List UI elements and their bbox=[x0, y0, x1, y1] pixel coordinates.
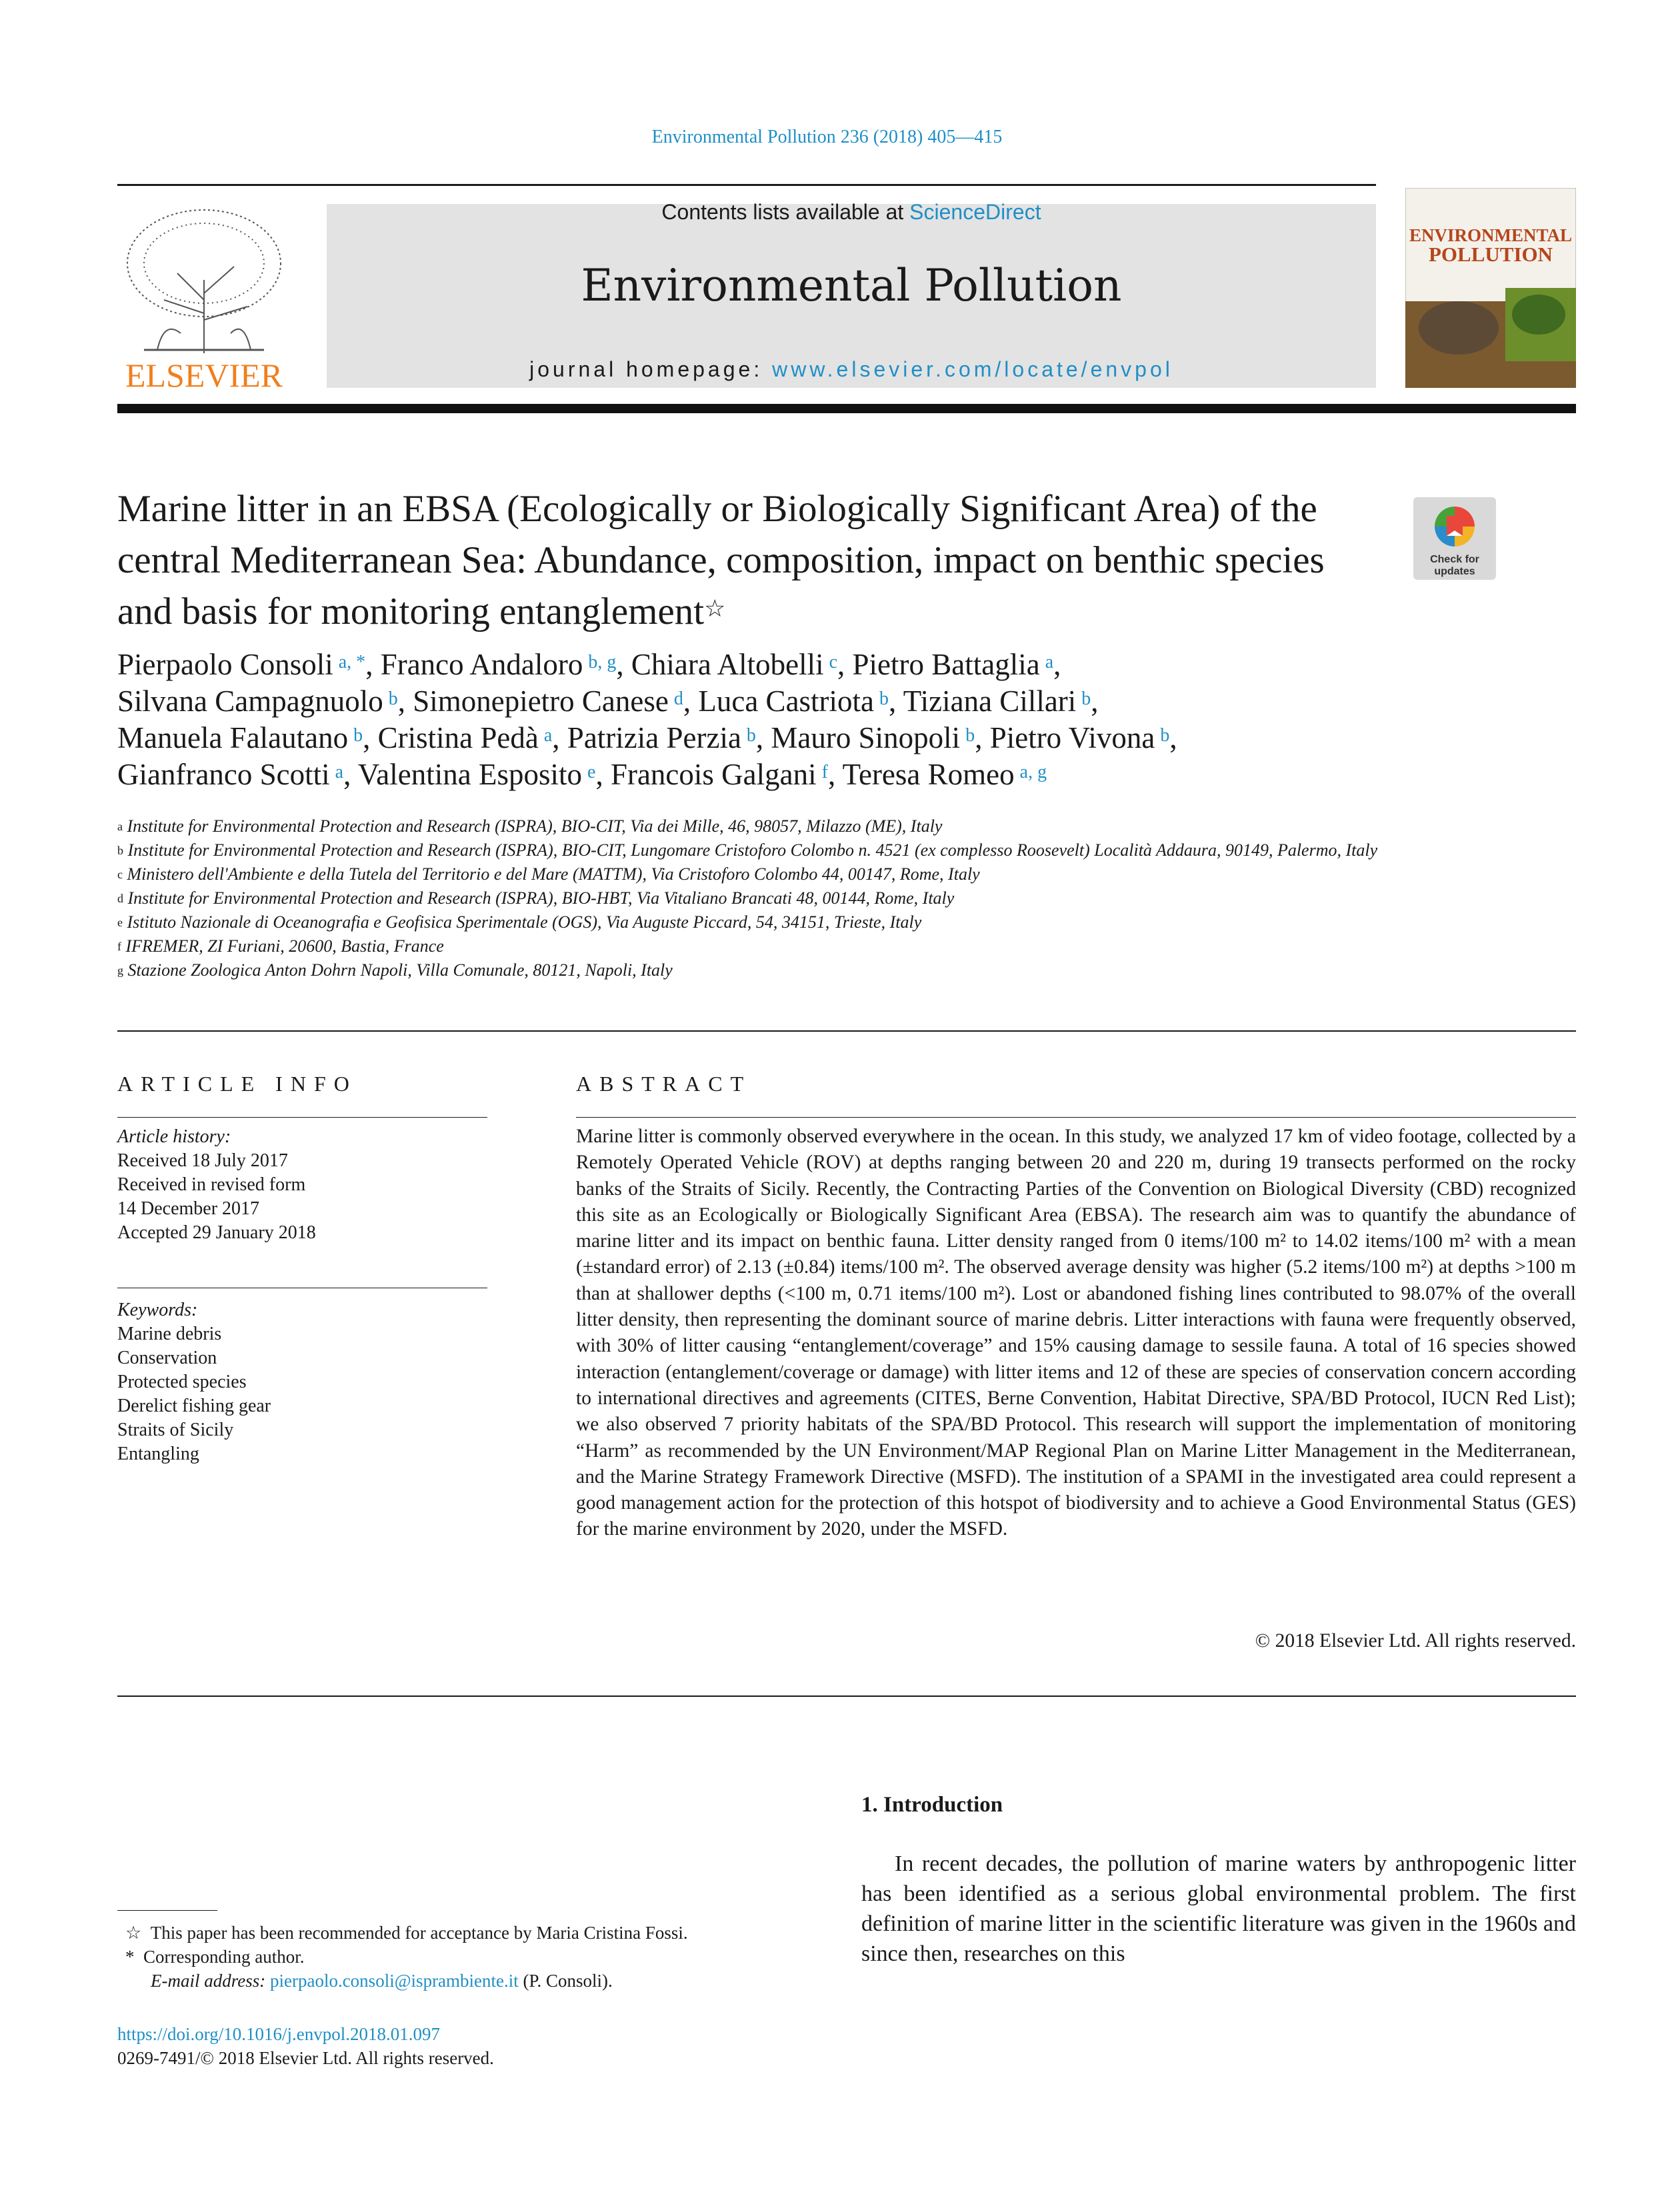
author-name: Tiziana Cillari bbox=[903, 684, 1077, 718]
email-link[interactable]: pierpaolo.consoli@isprambiente.it bbox=[269, 1971, 519, 1991]
affiliation-text: Ministero dell'Ambiente e della Tutela del Territorio e del Mare (MATTM), Via Cristoforo Colombo 44, 00147, Rome, Italy bbox=[127, 864, 980, 884]
affiliation-key: a bbox=[117, 820, 123, 833]
keywords-label: Keywords: bbox=[117, 1300, 198, 1320]
author-name: Mauro Sinopoli bbox=[771, 721, 961, 754]
author-affiliation-marker[interactable]: b bbox=[965, 725, 975, 746]
affiliation-item bbox=[117, 838, 1384, 862]
corresponding-mark: * bbox=[125, 1947, 135, 1967]
footnote-email bbox=[125, 1969, 825, 1993]
elsevier-wordmark: ELSEVIER bbox=[125, 357, 283, 393]
affiliation-key: c bbox=[117, 868, 123, 881]
email-label: E-mail address: bbox=[151, 1971, 266, 1991]
author-affiliation-marker[interactable]: b bbox=[746, 725, 756, 746]
affiliation-text: IFREMER, ZI Furiani, 20600, Bastia, France bbox=[125, 936, 444, 956]
affiliation-text: Institute for Environmental Protection and Research (ISPRA), BIO-HBT, Via Vitaliano Brancati 48, 00144, Rome, Italy bbox=[127, 888, 955, 908]
affiliation-item bbox=[117, 862, 1384, 886]
journal-cover-image bbox=[1405, 188, 1576, 388]
affiliation-key: e bbox=[117, 916, 123, 929]
affiliation-item bbox=[117, 910, 1384, 934]
affiliation-text: Istituto Nazionale di Oceanografia e Geofisica Sperimentale (OGS), Via Auguste Piccard, 54, 34151, Trieste, Italy bbox=[127, 912, 922, 932]
history-line: Received 18 July 2017 bbox=[117, 1150, 288, 1171]
star-footnote-text: This paper has been recommended for acceptance by Maria Cristina Fossi. bbox=[150, 1923, 688, 1943]
introduction-text: In recent decades, the pollution of marine waters by anthropogenic litter has been identified as a serious global environmental problem. The first definition of marine litter in the scientific literature was given in the 1960s and since then, researches on this bbox=[861, 1851, 1576, 1966]
history-label: Article history: bbox=[117, 1126, 231, 1147]
abstract-heading: ABSTRACT bbox=[576, 1072, 752, 1096]
author-name: Pietro Vivona bbox=[989, 721, 1155, 754]
author-affiliation-marker[interactable]: b, g bbox=[588, 652, 617, 672]
keyword: Marine debris bbox=[117, 1324, 222, 1344]
abstract-rule bbox=[576, 1117, 1576, 1118]
keyword: Entangling bbox=[117, 1444, 199, 1464]
cover-title-2: POLLUTION bbox=[1428, 243, 1553, 266]
author-separator: , bbox=[827, 758, 843, 791]
author-separator: , bbox=[365, 648, 381, 681]
crossmark-label-1: Check for bbox=[1430, 554, 1479, 565]
author-name: Simonepietro Canese bbox=[413, 684, 669, 718]
author-separator: , bbox=[1091, 684, 1099, 718]
author-separator: , bbox=[616, 648, 631, 681]
author-affiliation-marker[interactable]: b bbox=[1160, 725, 1170, 746]
article-title-text: Marine litter in an EBSA (Ecologically or Biologically Significant Area) of the central Mediterranean Sea: Abundance, composition, impact on benthic species and basis for monitoring entanglement bbox=[117, 488, 1325, 632]
affiliation-item bbox=[117, 958, 1384, 982]
section-rule-bottom bbox=[117, 1695, 1576, 1697]
footnotes bbox=[125, 1921, 825, 1993]
author-separator: , bbox=[1053, 648, 1061, 681]
author-separator: , bbox=[1169, 721, 1177, 754]
keyword-list bbox=[117, 1298, 487, 1466]
history-line: Accepted 29 January 2018 bbox=[117, 1222, 316, 1243]
author-name: Silvana Campagnuolo bbox=[117, 684, 383, 718]
affiliation-item bbox=[117, 886, 1384, 910]
email-suffix: (P. Consoli). bbox=[523, 1971, 613, 1991]
author-separator: , bbox=[343, 758, 358, 791]
homepage-link[interactable]: www.elsevier.com/locate/envpol bbox=[772, 357, 1173, 381]
author-affiliation-marker[interactable]: b bbox=[879, 688, 889, 709]
author-separator: , bbox=[683, 684, 699, 718]
author-affiliation-marker[interactable]: b bbox=[353, 725, 363, 746]
author-name: Manuela Falautano bbox=[117, 721, 349, 754]
issn-rights: 0269-7491/© 2018 Elsevier Ltd. All rights reserved. bbox=[117, 2048, 494, 2068]
author-affiliation-marker[interactable]: c bbox=[829, 652, 838, 672]
author-name: Luca Castriota bbox=[698, 684, 875, 718]
journal-citation[interactable]: Environmental Pollution 236 (2018) 405—415 bbox=[651, 127, 1003, 147]
crossmark-label-2: updates bbox=[1434, 566, 1475, 577]
header-thick-rule bbox=[117, 404, 1576, 413]
history-line: Received in revised form bbox=[117, 1174, 306, 1195]
abstract-text: Marine litter is commonly observed everywhere in the ocean. In this study, we analyzed 17 km of video footage, collected by a Remotely Operated Vehicle (ROV) at depths ranging between 20 and 220 m, during 19 transects performed on the rocky banks of the Straits of Sicily. Recently, the Contracting Parties of the Convention on Biological Diversity (CBD) recognized this site as an Ecologically or Biologically Significant Area (EBSA). The research aim was to quantify the abundance of marine litter and its impact on benthic fauna. Litter density ranged from 0 items/100 m² to 14.02 items/100 m² with a mean (±standard error) of 2.13 (±0.84) items/100 m². The observed average density was higher (5.2 items/100 m²) at depths >100 m than at shallower depths (<100 m, 0.71 items/100 m²). Lost or abandoned fishing lines contributed to 98.07% of the overall litter density, then representing the dominant source of marine debris. Litter interactions with fauna were frequently observed, with 30% of litter causing “entanglement/coverage” and 15% causing damage to sessile fauna. A total of 16 species showed interaction (entanglement/coverage or damage) with litter items and 12 of these are species of conservation concern according to international directives and agreements (CITES, Berne Convention, Habitat Directive, SPA/BD Protocol, IUCN Red List); we also observed 7 priority habitats of the SPA/BD Protocol. This research will support the implementation of monitoring “Harm” as recommended by the UN Environment/MAP Regional Plan on Marine Litter Management in the Mediterranean, and the Marine Strategy Framework Directive (MSFD). The institution of a SPAMI in the investigated area could represent a good management action for the protection of this hotspot of biodiversity and to achieve a Good Environmental Status (GES) for the marine environment by 2020, under the MSFD. bbox=[576, 1126, 1576, 1540]
affiliation-key: g bbox=[117, 964, 123, 977]
author-name: Cristina Pedà bbox=[377, 721, 539, 754]
corresponding-text: Corresponding author. bbox=[143, 1947, 305, 1967]
author-separator: , bbox=[363, 721, 378, 754]
author-affiliation-marker[interactable]: a, g bbox=[1019, 762, 1047, 782]
author-affiliation-marker[interactable]: e bbox=[587, 762, 596, 782]
article-title bbox=[117, 483, 1384, 637]
author-separator: , bbox=[975, 721, 990, 754]
article-history bbox=[117, 1125, 487, 1245]
author-affiliation-marker[interactable]: b bbox=[1081, 688, 1091, 709]
author-affiliation-marker[interactable]: b bbox=[388, 688, 398, 709]
affiliation-key: b bbox=[117, 844, 123, 857]
author-name: Teresa Romeo bbox=[842, 758, 1015, 791]
author-separator: , bbox=[837, 648, 853, 681]
elsevier-logo bbox=[117, 200, 291, 393]
introduction-heading: 1. Introduction bbox=[861, 1793, 1003, 1817]
author-separator: , bbox=[889, 684, 903, 718]
author-list bbox=[117, 646, 1417, 793]
keyword: Conservation bbox=[117, 1348, 217, 1368]
cover-title-1: ENVIRONMENTAL bbox=[1409, 225, 1573, 245]
author-name: Gianfranco Scotti bbox=[117, 758, 330, 791]
author-affiliation-marker[interactable]: a bbox=[335, 762, 344, 782]
abstract-copyright: © 2018 Elsevier Ltd. All rights reserved. bbox=[1255, 1630, 1576, 1652]
footnote-corresponding bbox=[125, 1945, 825, 1969]
author-separator: , bbox=[397, 684, 413, 718]
contents-line bbox=[327, 200, 1376, 225]
author-separator: , bbox=[595, 758, 611, 791]
affiliation-item bbox=[117, 814, 1384, 838]
author-name: Patrizia Perzia bbox=[567, 721, 741, 754]
footnote-star bbox=[125, 1921, 825, 1945]
author-affiliation-marker[interactable]: a, * bbox=[338, 652, 366, 672]
star-mark: ☆ bbox=[125, 1923, 142, 1943]
author-name: Pietro Battaglia bbox=[852, 648, 1040, 681]
crossmark-check-for-updates-button[interactable] bbox=[1413, 497, 1496, 580]
author-name: Francois Galgani bbox=[610, 758, 817, 791]
author-affiliation-marker[interactable]: d bbox=[673, 688, 683, 709]
affiliation-key: f bbox=[117, 940, 121, 953]
affiliation-text: Stazione Zoologica Anton Dohrn Napoli, Villa Comunale, 80121, Napoli, Italy bbox=[127, 960, 673, 980]
section-rule-top bbox=[117, 1030, 1576, 1032]
contents-prefix: Contents lists available at bbox=[661, 200, 910, 224]
article-info-heading: ARTICLE INFO bbox=[117, 1072, 357, 1096]
affiliation-text: Institute for Environmental Protection and Research (ISPRA), BIO-CIT, Via dei Mille, 46, 98057, Milazzo (ME), Italy bbox=[127, 816, 943, 836]
author-affiliation-marker[interactable]: a bbox=[1045, 652, 1054, 672]
title-footnote-mark[interactable]: ☆ bbox=[704, 595, 726, 622]
homepage-line bbox=[327, 357, 1376, 382]
author-name: Pierpaolo Consoli bbox=[117, 648, 333, 681]
footnote-rule bbox=[117, 1910, 217, 1911]
doi-link[interactable]: https://doi.org/10.1016/j.envpol.2018.01.097 bbox=[117, 2024, 441, 2044]
keyword: Protected species bbox=[117, 1372, 247, 1392]
homepage-prefix: journal homepage: bbox=[529, 357, 773, 381]
keyword: Derelict fishing gear bbox=[117, 1396, 271, 1416]
author-separator: , bbox=[552, 721, 567, 754]
doi-block bbox=[117, 2022, 494, 2070]
sciencedirect-link[interactable]: ScienceDirect bbox=[909, 200, 1041, 224]
author-name: Franco Andaloro bbox=[380, 648, 583, 681]
journal-title: Environmental Pollution bbox=[581, 260, 1122, 311]
author-affiliation-marker[interactable]: f bbox=[821, 762, 828, 782]
article-info-rule bbox=[117, 1117, 487, 1118]
history-line: 14 December 2017 bbox=[117, 1198, 260, 1219]
author-name: Valentina Esposito bbox=[357, 758, 582, 791]
affiliation-text: Institute for Environmental Protection and Research (ISPRA), BIO-CIT, Lungomare Cristoforo Colombo n. 4521 (ex complesso Roosevelt) Località Addaura, 90149, Palermo, Italy bbox=[127, 840, 1378, 860]
author-separator: , bbox=[755, 721, 771, 754]
header-rule bbox=[117, 184, 1376, 186]
affiliation-item bbox=[117, 934, 1384, 958]
author-affiliation-marker[interactable]: a bbox=[543, 725, 553, 746]
affiliation-list bbox=[117, 814, 1384, 982]
author-name: Chiara Altobelli bbox=[631, 648, 824, 681]
keyword: Straits of Sicily bbox=[117, 1420, 234, 1440]
affiliation-key: d bbox=[117, 892, 123, 905]
